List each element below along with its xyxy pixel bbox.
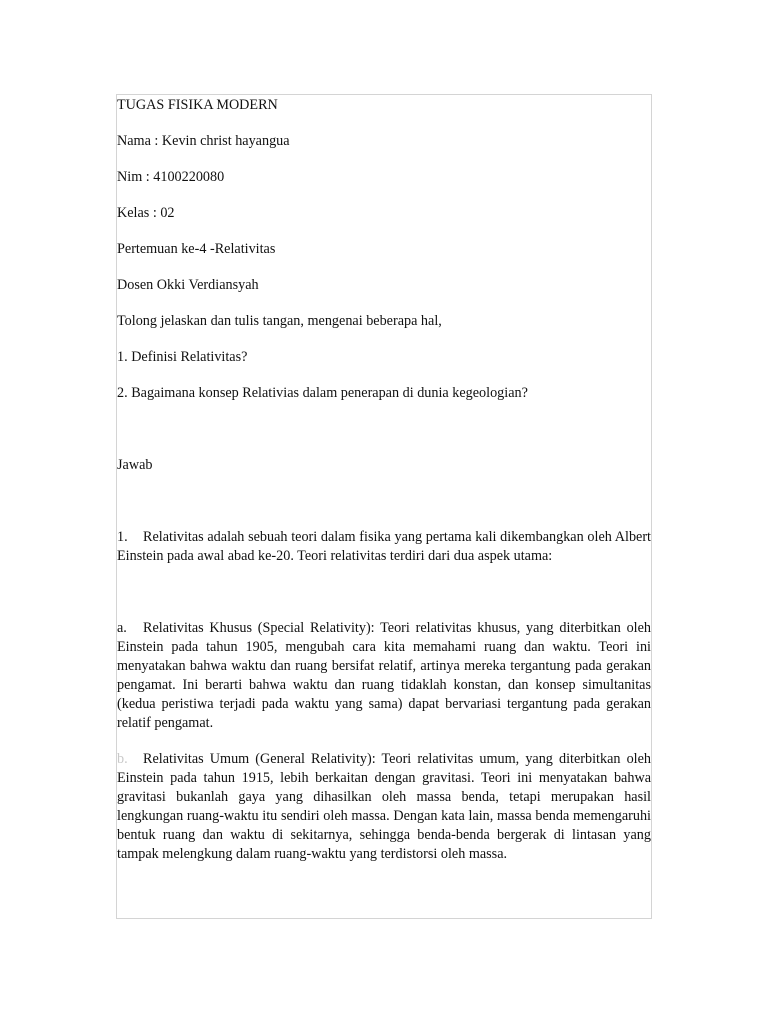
question-1: 1. Definisi Relativitas? (117, 349, 248, 365)
instruction-line: Tolong jelaskan dan tulis tangan, mengenai beberapa hal, (117, 313, 442, 329)
meeting-line: Pertemuan ke-4 -Relativitas (117, 241, 276, 257)
item-a-paragraph (117, 619, 651, 733)
item-b-paragraph (117, 750, 651, 864)
item-a-marker: a. (117, 620, 127, 636)
answer-1-paragraph (117, 528, 651, 566)
item-b-marker: b. (117, 751, 128, 767)
document-content (117, 96, 651, 864)
student-name-line: Nama : Kevin christ hayangua (117, 133, 290, 149)
class-line: Kelas : 02 (117, 205, 175, 221)
question-2: 2. Bagaimana konsep Relativias dalam penerapan di dunia kegeologian? (117, 385, 528, 401)
item-a-text: Relativitas Khusus (Special Relativity): Teori relativitas khusus, yang diterbitkan oleh Einstein pada tahun 1905, mengubah cara kita memahami ruang dan waktu. Teori ini menyatakan bahwa waktu dan ruang bersifat relatif, artinya mereka tergantung pada gerakan pengamat. Ini berarti bahwa waktu dan ruang tidaklah konstan, dan konsep simultanitas (kedua peristiwa terjadi pada waktu yang sama) dapat bervariasi tergantung pada gerakan relatif pengamat. (117, 620, 651, 731)
answer-1-text: Relativitas adalah sebuah teori dalam fisika yang pertama kali dikembangkan oleh Albert Einstein pada awal abad ke-20. Teori relativitas terdiri dari dua aspek utama: (117, 529, 651, 564)
answer-heading: Jawab (117, 457, 153, 473)
answer-1-marker: 1. (117, 529, 128, 545)
student-id-line: Nim : 4100220080 (117, 169, 225, 185)
item-b-text: Relativitas Umum (General Relativity): Teori relativitas umum, yang diterbitkan oleh Einstein pada tahun 1915, lebih berkaitan dengan gravitasi. Teori ini menyatakan bahwa gravitasi bukanlah gaya yang dihasilkan oleh massa benda, tetapi merupakan hasil lengkungan ruang-waktu itu sendiri oleh massa. Dengan kata lain, massa benda memengaruhi bentuk ruang dan waktu di sekitarnya, sehingga benda-benda bergerak di lintasan yang tampak melengkung dalam ruang-waktu yang terdistorsi oleh massa. (117, 751, 651, 862)
lecturer-line: Dosen Okki Verdiansyah (117, 277, 259, 293)
document-title: TUGAS FISIKA MODERN (117, 97, 278, 113)
